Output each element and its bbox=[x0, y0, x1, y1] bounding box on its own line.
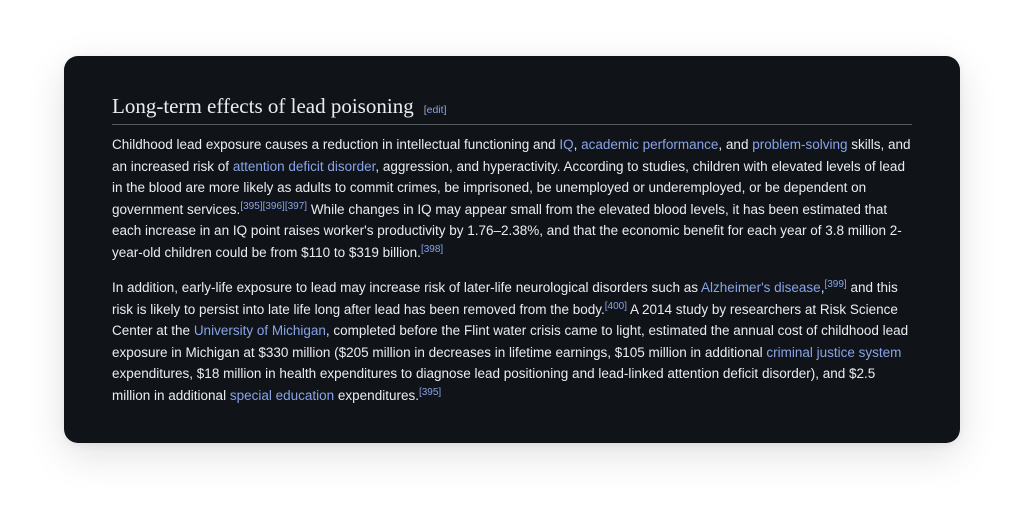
link-problem-solving[interactable]: problem-solving bbox=[752, 137, 848, 153]
citation-link[interactable]: [398] bbox=[420, 243, 444, 255]
text: While changes in IQ may appear small from the elevated blood levels, it has been estimated that each increase in an IQ point raises worker's productivity by 1.76–2.38%, and that the economic benefit for each year of 3.8 million 2-year-old children could be from $110 to $319 billion. bbox=[112, 201, 902, 260]
citation-397[interactable] bbox=[285, 201, 307, 212]
text: , bbox=[573, 137, 582, 153]
section-heading-row bbox=[112, 94, 912, 125]
text: expenditures, $18 million in health expenditures to diagnose lead positioning and lead-linked attention deficit disorder), and $2.5 million in additional bbox=[112, 366, 876, 403]
link-criminal-justice-system[interactable]: criminal justice system bbox=[766, 344, 902, 360]
link-iq[interactable]: IQ bbox=[559, 137, 574, 153]
citation-link[interactable]: [399] bbox=[824, 279, 847, 291]
text: , and bbox=[718, 137, 753, 153]
citation-400[interactable] bbox=[605, 301, 627, 312]
citation-395-b[interactable] bbox=[419, 387, 441, 398]
citation-link[interactable]: [396] bbox=[262, 200, 285, 212]
text: A 2014 study by researchers at Risk Science Center at the bbox=[112, 301, 898, 339]
text: skills, and an increased risk of bbox=[112, 137, 911, 174]
edit-section bbox=[424, 104, 447, 116]
edit-bracket-close: ] bbox=[443, 104, 447, 116]
link-academic-performance[interactable]: academic performance bbox=[581, 137, 719, 153]
edit-link[interactable]: edit bbox=[426, 104, 444, 116]
text: expenditures. bbox=[334, 387, 419, 403]
text: , completed before the Flint water crisis came to light, estimated the annual cost of childhood lead exposure in Michigan at $330 million ($205 million in decreases in lifetime earnings, $105 million in additional bbox=[112, 323, 909, 360]
citation-398[interactable] bbox=[421, 244, 443, 255]
citation-399[interactable] bbox=[824, 279, 846, 290]
link-attention-deficit-disorder[interactable]: attention deficit disorder bbox=[232, 158, 376, 174]
citation-link[interactable]: [395] bbox=[418, 386, 442, 398]
paragraph-2 bbox=[112, 277, 912, 406]
paragraph-1 bbox=[112, 134, 912, 263]
link-alzheimers-disease[interactable]: Alzheimer's disease bbox=[701, 280, 821, 296]
text: and this risk is likely to persist into late life long after lead has been removed from the body. bbox=[112, 280, 898, 317]
citation-link[interactable]: [400] bbox=[604, 300, 627, 312]
citation-395[interactable] bbox=[240, 201, 262, 212]
text: In addition, early-life exposure to lead may increase risk of later-life neurological disorders such as bbox=[112, 280, 702, 296]
citation-396[interactable] bbox=[263, 201, 285, 212]
text: , aggression, and hyperactivity. According to studies, children with elevated levels of lead in the blood are more likely as adults to commit crimes, be imprisoned, be unemployed or underemployed, or be dependent on government services. bbox=[112, 158, 905, 217]
link-special-education[interactable]: special education bbox=[229, 387, 335, 403]
text: , bbox=[820, 280, 825, 296]
edit-bracket-open: [ bbox=[423, 104, 427, 116]
article-section-card bbox=[64, 56, 960, 443]
citation-link[interactable]: [395] bbox=[240, 200, 263, 212]
text: Childhood lead exposure causes a reduction in intellectual functioning and bbox=[112, 137, 560, 153]
section-heading: Long-term effects of lead poisoning bbox=[112, 94, 414, 118]
citation-link[interactable]: [397] bbox=[284, 200, 308, 212]
link-university-of-michigan[interactable]: University of Michigan bbox=[193, 323, 326, 339]
